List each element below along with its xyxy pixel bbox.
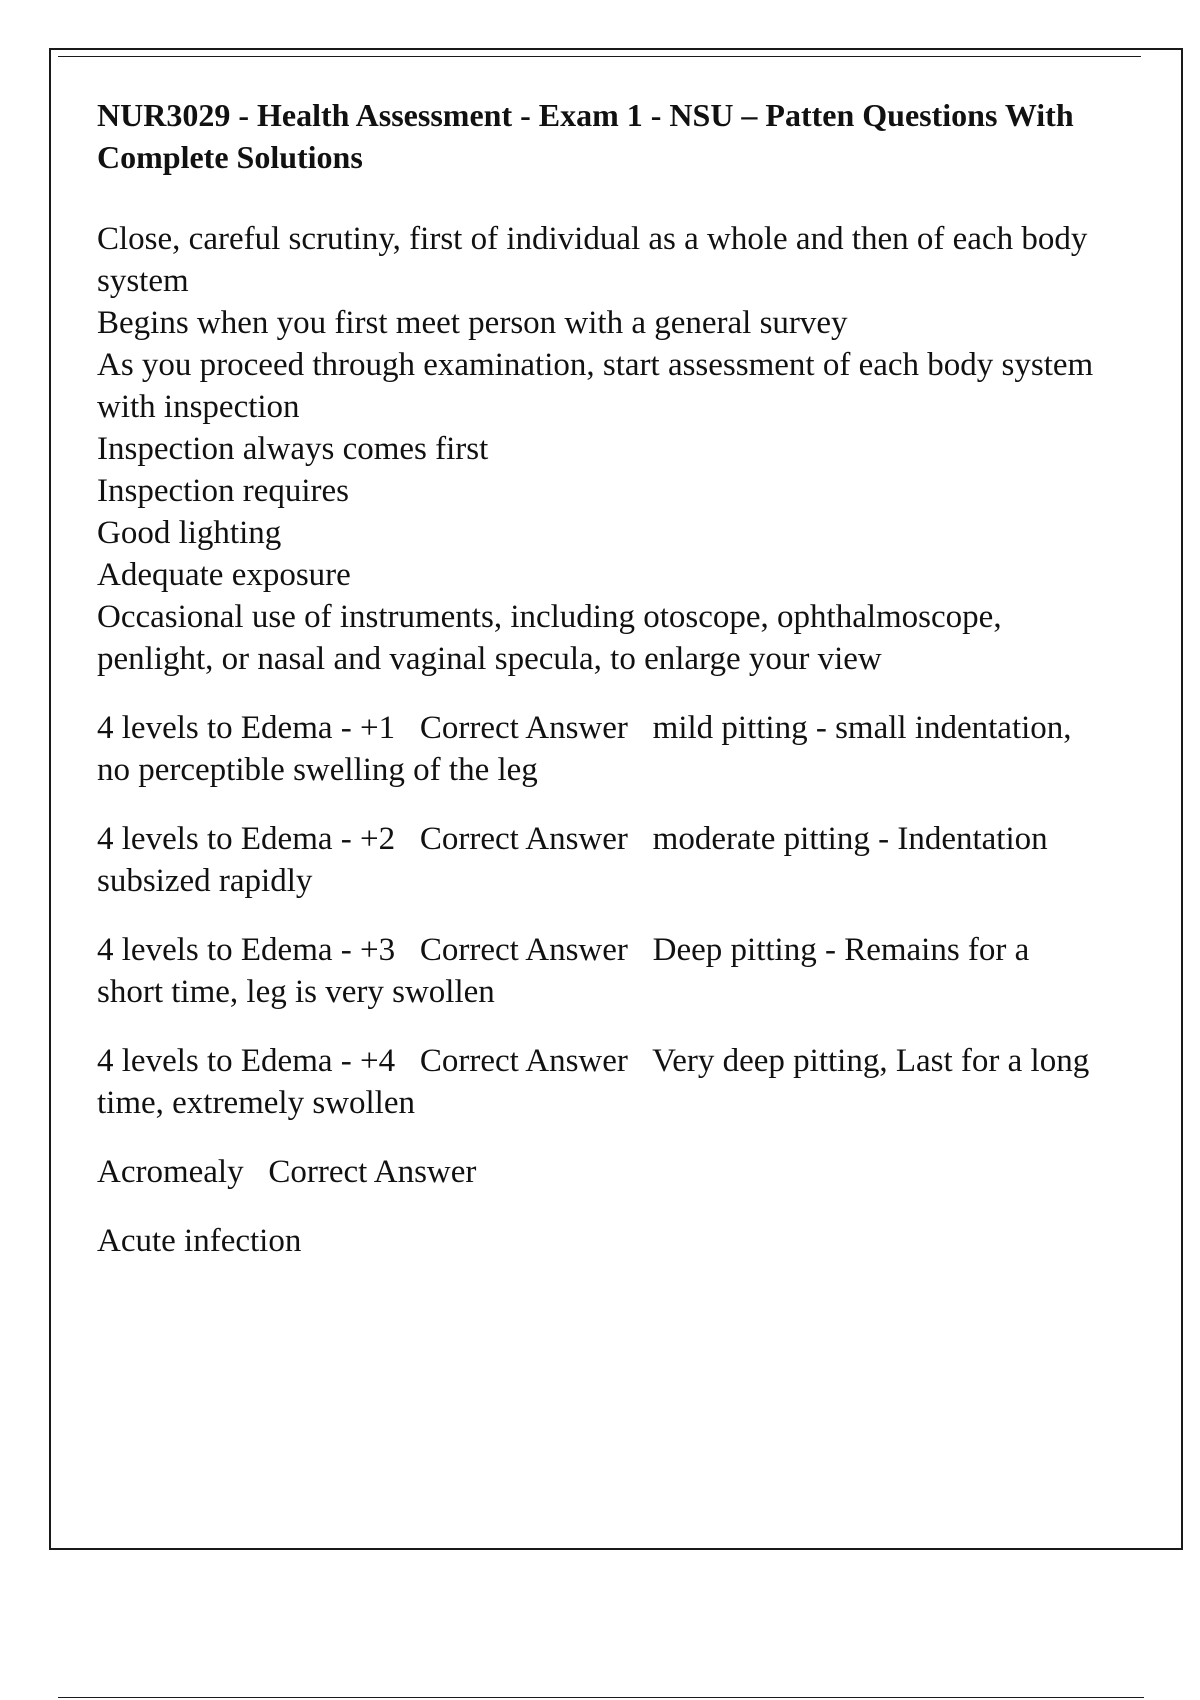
trailing-paragraph: Acute infection bbox=[97, 1223, 302, 1259]
intro-line: Adequate exposure bbox=[97, 557, 351, 593]
question-text: 4 levels to Edema - +1 bbox=[97, 710, 396, 746]
answer-text: mild pitting - small indentation, no perceptible swelling of the leg bbox=[97, 710, 1072, 788]
qa-item bbox=[97, 1040, 1097, 1124]
intro-line: Inspection requires bbox=[97, 473, 349, 509]
document-title: NUR3029 - Health Assessment - Exam 1 - NSU – Patten Questions With Complete Solutions bbox=[97, 97, 1074, 175]
qa-item bbox=[97, 818, 1097, 902]
document-body bbox=[97, 94, 1097, 1289]
answer-text: Very deep pitting, Last for a long time, extremely swollen bbox=[97, 1043, 1090, 1121]
intro-line: Close, careful scrutiny, first of individual as a whole and then of each body system bbox=[97, 221, 1088, 299]
intro-line: As you proceed through examination, start assessment of each body system with inspection bbox=[97, 347, 1094, 425]
intro-line: Begins when you first meet person with a general survey bbox=[97, 305, 848, 341]
correct-answer-label: Correct Answer bbox=[419, 710, 628, 746]
question-text: 4 levels to Edema - +4 bbox=[97, 1043, 396, 1079]
qa-item bbox=[97, 929, 1097, 1013]
correct-answer-label: Correct Answer bbox=[268, 1154, 477, 1190]
top-rule bbox=[58, 56, 1141, 57]
intro-line: Inspection always comes first bbox=[97, 431, 489, 467]
answer-text: Deep pitting - Remains for a short time, leg is very swollen bbox=[97, 932, 1030, 1010]
qa-item bbox=[97, 707, 1097, 791]
footer-rule bbox=[58, 1697, 1144, 1698]
answer-text: moderate pitting - Indentation subsized rapidly bbox=[97, 821, 1048, 899]
intro-paragraph bbox=[97, 218, 1097, 680]
question-text: 4 levels to Edema - +3 bbox=[97, 932, 396, 968]
correct-answer-label: Correct Answer bbox=[419, 1043, 628, 1079]
intro-line: Good lighting bbox=[97, 515, 282, 551]
intro-line: Occasional use of instruments, including otoscope, ophthalmoscope, penlight, or nasal and vaginal specula, to enlarge your view bbox=[97, 599, 1002, 677]
correct-answer-label: Correct Answer bbox=[419, 932, 628, 968]
qa-item bbox=[97, 1151, 1097, 1193]
correct-answer-label: Correct Answer bbox=[419, 821, 628, 857]
question-text: 4 levels to Edema - +2 bbox=[97, 821, 396, 857]
question-text: Acromealy bbox=[97, 1154, 244, 1190]
